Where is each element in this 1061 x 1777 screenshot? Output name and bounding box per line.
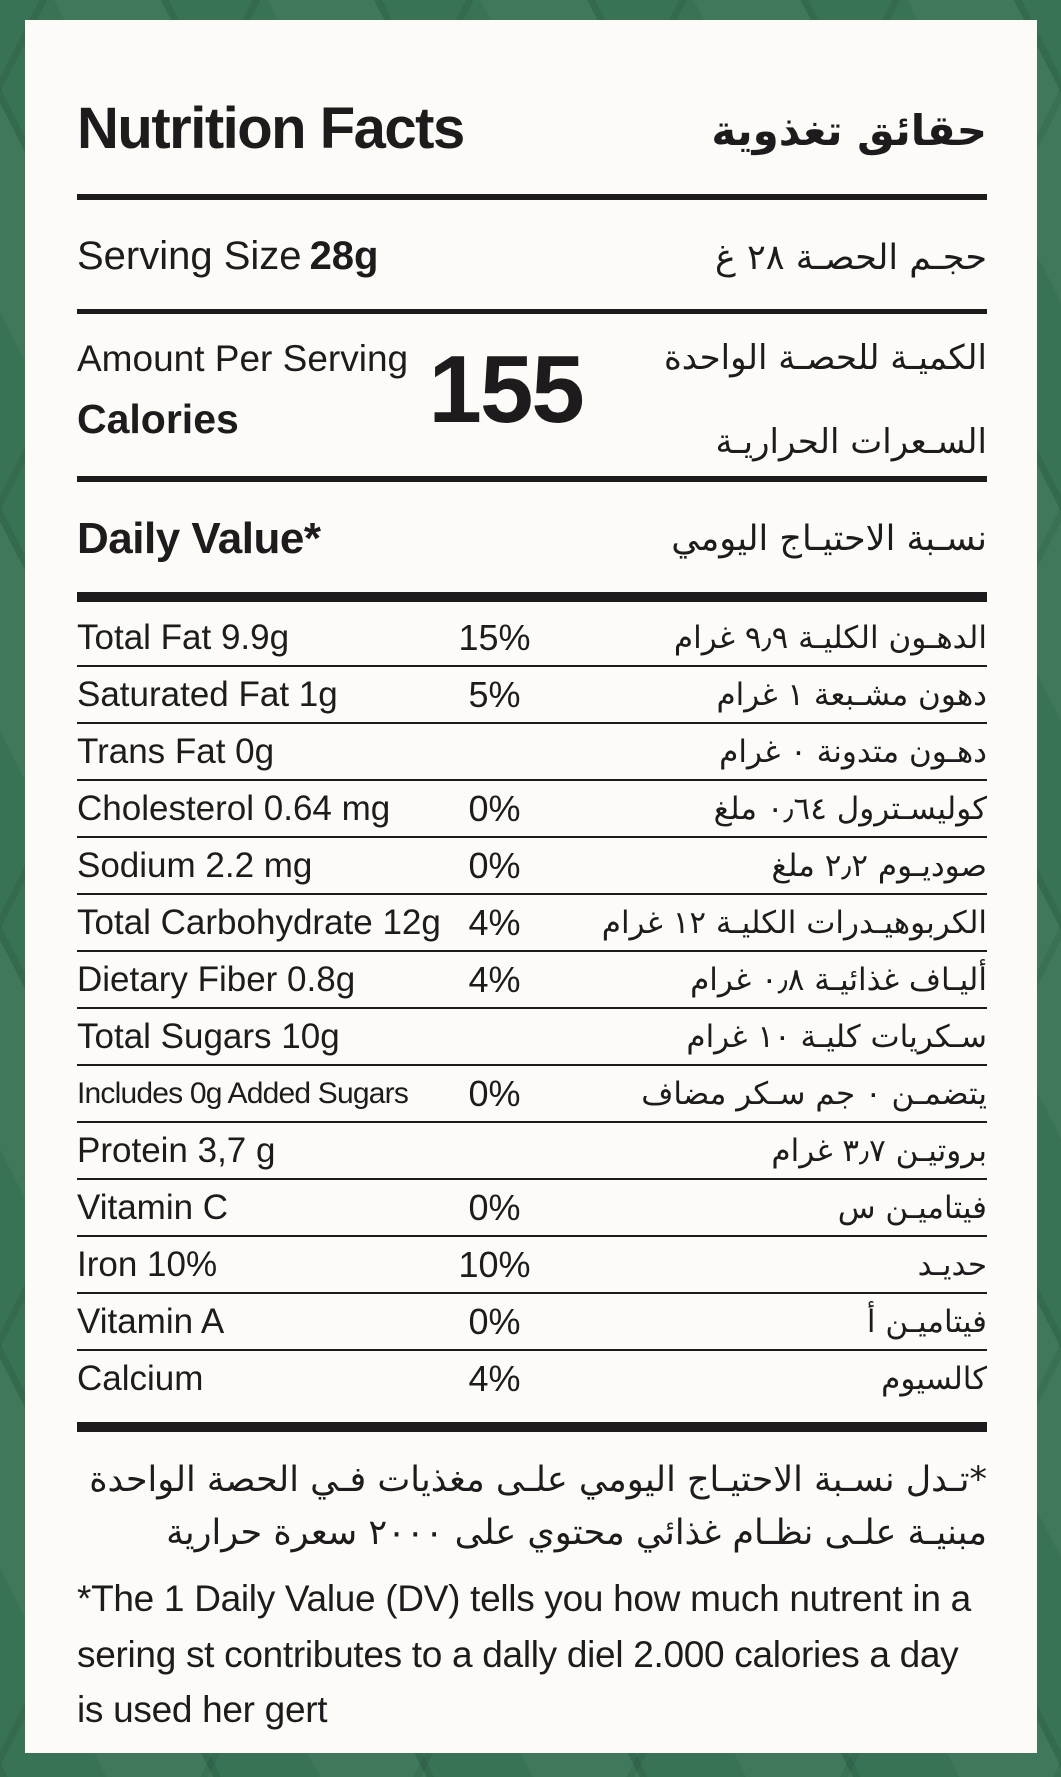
table-row-saturated-fat	[77, 667, 987, 724]
nutrient-label-en: Trans Fat 0g	[77, 731, 275, 771]
table-row-total-sugars	[77, 1009, 987, 1066]
divider-under-daily-value	[77, 592, 987, 602]
table-row-sodium	[77, 838, 987, 895]
nutrient-label-ar: كوليسـترول ٠٫٦٤ ملغ	[713, 790, 987, 827]
serving-size-value: 28g	[309, 234, 379, 278]
title-row	[77, 96, 987, 161]
table-row-total-carbohydrate	[77, 895, 987, 952]
nutrient-percent: 4%	[468, 958, 521, 1000]
nutrient-table	[77, 610, 987, 1406]
nutrient-label-ar: الدهـون الكليـة ٩٫٩ غرام	[673, 619, 987, 656]
table-row-cholesterol	[77, 781, 987, 838]
card-content	[25, 20, 1037, 1738]
table-row-vitamin-c	[77, 1180, 987, 1237]
page-title: Nutrition Facts	[77, 96, 464, 161]
nutrient-label-en: Saturated Fat 1g	[77, 674, 338, 714]
daily-value-row	[77, 482, 987, 592]
table-row-vitamin-a	[77, 1294, 987, 1351]
nutrient-label-en: Calcium	[77, 1358, 204, 1398]
table-row-calcium	[77, 1351, 987, 1406]
table-row-total-fat	[77, 610, 987, 667]
nutrient-label-ar: دهـون متدونة ٠ غرام	[719, 733, 987, 770]
calories-value: 155	[428, 336, 583, 443]
nutrient-label-en: Vitamin A	[77, 1301, 225, 1341]
nutrient-percent: 0%	[468, 844, 521, 886]
serving-size-row	[77, 200, 987, 309]
nutrient-percent: 4%	[468, 901, 521, 943]
table-row-protein	[77, 1123, 987, 1180]
nutrient-label-ar: الكربوهيـدرات الكليـة ١٢ غرام	[601, 904, 987, 941]
nutrient-label-en: Cholesterol 0.64 mg	[77, 788, 391, 828]
nutrient-label-ar: بروتيـن ٣٫٧ غرام	[771, 1132, 987, 1169]
nutrient-percent: 10%	[458, 1243, 531, 1285]
nutrient-percent: 5%	[468, 673, 521, 715]
table-row-iron	[77, 1237, 987, 1294]
nutrient-label-ar: فيتاميـن س	[837, 1189, 987, 1226]
nutrient-label-en: Sodium 2.2 mg	[77, 845, 313, 885]
nutrient-label-ar: يتضمـن ٠ جم سـكر مضاف	[641, 1075, 987, 1112]
nutrient-label-en: Dietary Fiber 0.8g	[77, 959, 356, 999]
serving-size-label	[77, 234, 379, 279]
nutrient-label-ar: كالسيوم	[881, 1360, 987, 1397]
footnote-english: *The 1 Daily Value (DV) tells you how much nutrent in a sering st contributes to a dally diel 2.000 calories a day is used her gert	[77, 1578, 971, 1730]
nutrient-label-ar: دهون مشـبعة ١ غرام	[716, 676, 987, 713]
nutrient-label-en: Includes 0g Added Sugars	[77, 1076, 409, 1110]
calories-label: Calories	[77, 396, 239, 442]
nutrient-percent: 0%	[468, 1300, 521, 1342]
footnote-arabic: *تـدل نسـبة الاحتيـاج اليومي علـى مغذيات فـي الحصة الواحدة مبنيـة علـى نظـام غذائي محتوي على ٢٠٠٠ سعرة حرارية	[89, 1460, 987, 1553]
daily-value-label: Daily Value*	[77, 514, 321, 563]
nutrient-label-ar: فيتاميـن أ	[866, 1303, 987, 1340]
nutrient-label-ar: حديـد	[917, 1246, 987, 1283]
calories-right-block	[583, 338, 987, 462]
amount-per-serving-label-arabic: الكميـة للحصـة الواحدة	[663, 338, 987, 378]
nutrient-label-ar: أليـاف غذائيـة ٠٫٨ غرام	[690, 961, 987, 998]
serving-size-text: Serving Size	[77, 234, 302, 278]
nutrient-percent: 0%	[468, 1072, 521, 1114]
page-title-arabic: حقائق تغذوية	[711, 106, 987, 155]
table-row-added-sugars	[77, 1066, 987, 1123]
nutrient-percent: 0%	[468, 1186, 521, 1228]
nutrient-label-en: Vitamin C	[77, 1187, 229, 1227]
nutrient-percent: 0%	[468, 787, 521, 829]
calories-section	[77, 314, 987, 476]
nutrition-facts-card	[25, 20, 1037, 1753]
daily-value-label-arabic: نسـبة الاحتيـاج اليومي	[671, 519, 987, 559]
nutrient-label-en: Total Carbohydrate 12g	[77, 902, 441, 942]
nutrient-label-en: Iron 10%	[77, 1244, 218, 1284]
table-row-dietary-fiber	[77, 952, 987, 1009]
table-row-trans-fat	[77, 724, 987, 781]
calories-left-block	[77, 338, 429, 443]
nutrient-label-ar: سـكريات كليـة ١٠ غرام	[686, 1018, 987, 1055]
nutrient-label-en: Total Sugars 10g	[77, 1016, 340, 1056]
nutrient-label-ar: صوديـوم ٢٫٢ ملغ	[771, 847, 987, 884]
amount-per-serving-label: Amount Per Serving	[77, 338, 409, 379]
nutrient-percent: 4%	[468, 1357, 521, 1399]
nutrient-percent: 15%	[458, 616, 531, 658]
calories-label-arabic: السـعرات الحراريـة	[715, 422, 987, 462]
divider-above-footnotes	[77, 1422, 987, 1432]
nutrient-label-en: Total Fat 9.9g	[77, 617, 290, 657]
nutrient-label-en: Protein 3,7 g	[77, 1130, 276, 1170]
serving-size-label-arabic: حجـم الحصـة ٢٨ غ	[714, 238, 987, 278]
